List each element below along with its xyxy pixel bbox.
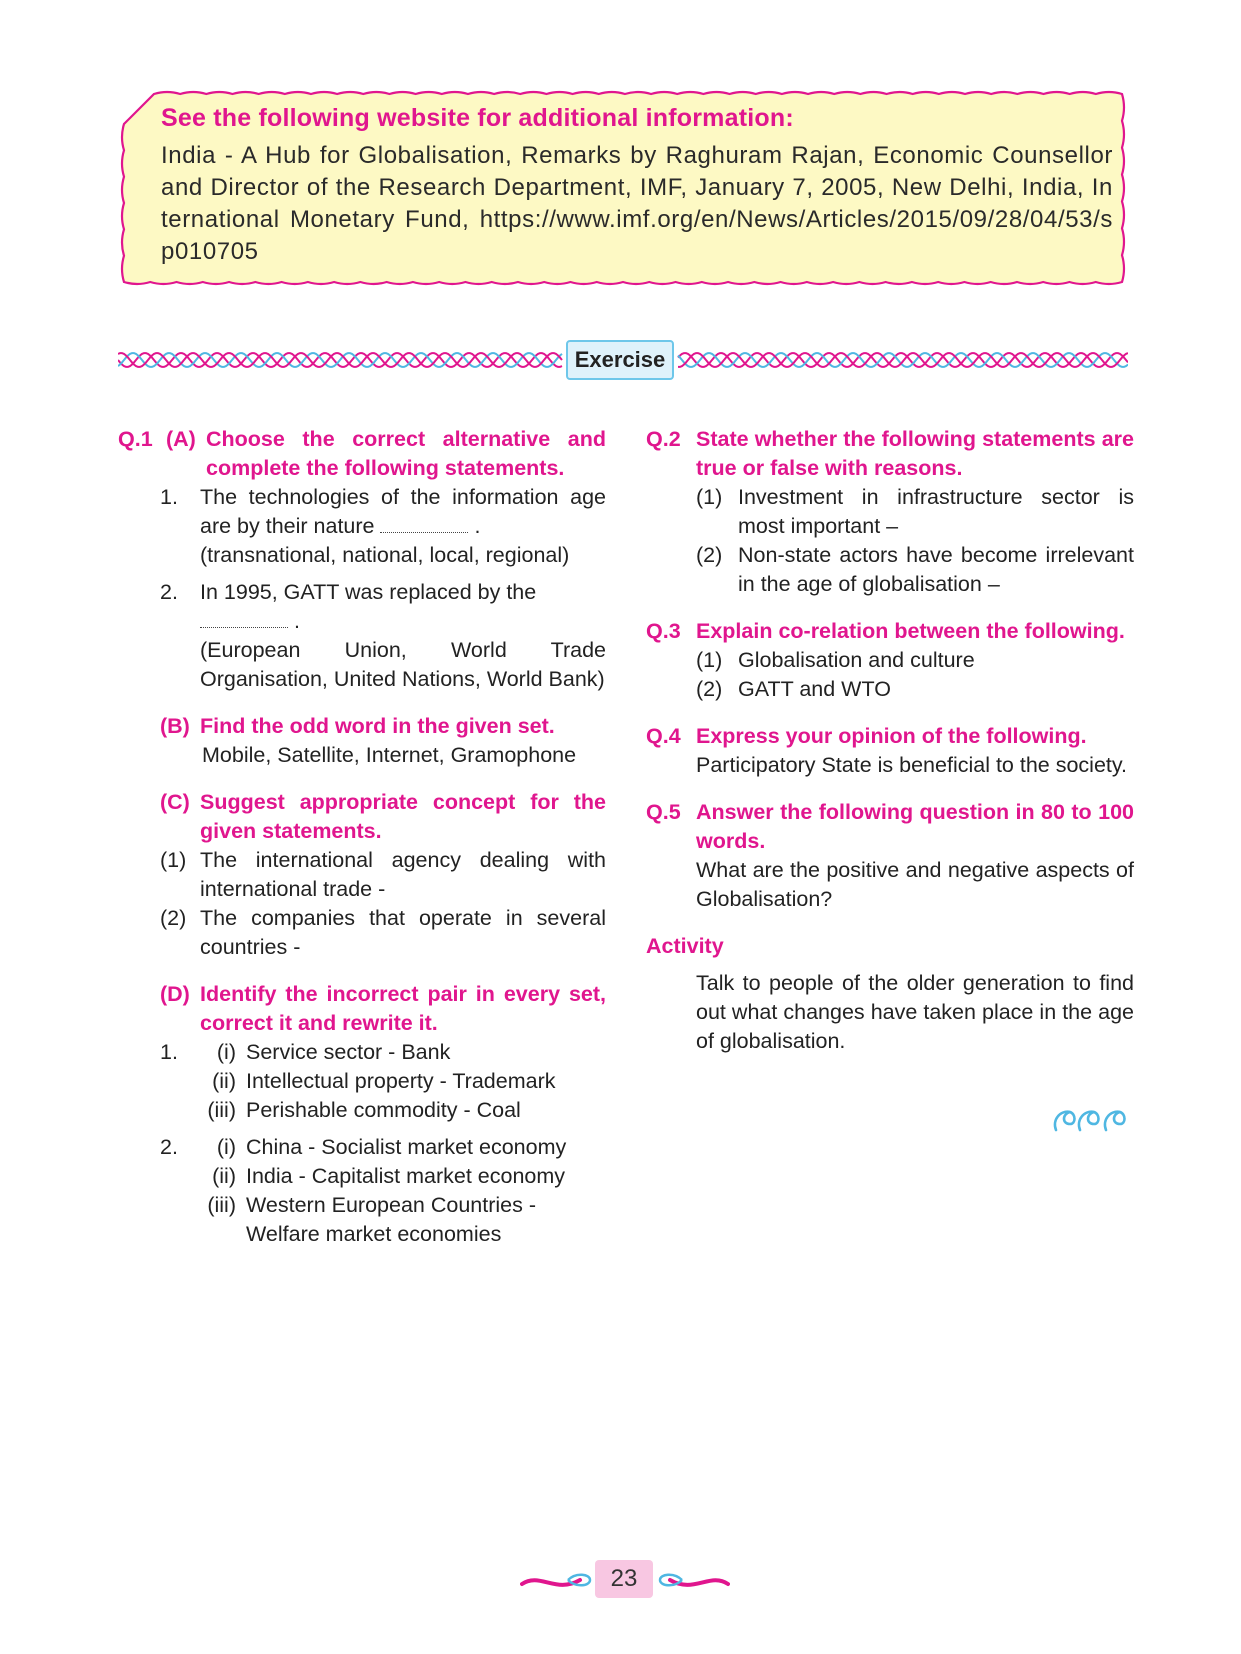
info-body: India - A Hub for Globalisation, Remarks by Raghuram Rajan, Economic Counsellor and Director of the Research Department, IMF, January 7, 2005, New Delhi, India, International Monetary Fund, https://www.imf.org/en/News/Articles/2015/09/28/04/53/sp010705 xyxy=(161,142,1113,265)
q1-number: Q.1 xyxy=(118,427,153,451)
q1-heading xyxy=(118,425,606,483)
q1c-heading: (C) Suggest appropriate concept for the given statements. xyxy=(118,788,606,846)
end-ornament-icon xyxy=(1050,1100,1134,1140)
page-number: 23 xyxy=(595,1560,653,1598)
activity-title: Activity xyxy=(646,934,724,958)
q1d-title: Identify the incorrect pair in every set, correct it and rewrite it. xyxy=(200,982,606,1035)
q1a-item1-text: The technologies of the information age are by their nature xyxy=(200,485,606,538)
list-item: (1) The international agency dealing with international trade - xyxy=(160,848,606,901)
info-heading: See the following website for additional information: xyxy=(161,104,794,132)
q1a-title: Choose the correct alternative and complete the following statements. xyxy=(206,427,606,480)
list-item: (1) Investment in infrastructure sector is most important – xyxy=(696,485,1134,538)
list-item: (iii) Western European Countries - Welfare market economies xyxy=(207,1193,536,1246)
answer-blank xyxy=(200,609,288,628)
q1c-items xyxy=(118,846,606,962)
q1d-sets xyxy=(118,1038,606,1249)
q2-heading: Q.2 State whether the following statements are true or false with reasons. xyxy=(646,425,1134,483)
q1d-set-1: 1. (i) Service sector - Bank (ii) Intellectual property - Trademark (iii) Perishable commodity - Coal xyxy=(160,1038,606,1125)
list-item: (2) Non-state actors have become irrelevant in the age of globalisation – xyxy=(696,543,1134,596)
q4-title: Express your opinion of the following. xyxy=(696,724,1087,748)
list-item: (2) The companies that operate in several countries - xyxy=(160,906,606,959)
q5-text: What are the positive and negative aspects of Globalisation? xyxy=(696,858,1134,911)
right-column xyxy=(646,425,1134,1056)
exercise-divider xyxy=(118,338,1128,384)
q1d-heading: (D) Identify the incorrect pair in every set, correct it and rewrite it. xyxy=(118,980,606,1038)
q3-heading: Q.3 Explain co-relation between the following. xyxy=(646,617,1134,646)
q1d-set-2: 2. (i) China - Socialist market economy (ii) India - Capitalist market economy (iii) Western European Countries - Welfare market economies xyxy=(160,1133,606,1249)
activity-text: Talk to people of the older generation to find out what changes have taken place in the age of globalisation. xyxy=(696,971,1134,1053)
list-item: (iii) Perishable commodity - Coal xyxy=(207,1098,521,1122)
list-item: (ii) Intellectual property - Trademark xyxy=(212,1069,556,1093)
q1b-text: Mobile, Satellite, Internet, Gramophone xyxy=(202,743,577,767)
q5-heading: Q.5 Answer the following question in 80 to 100 words. xyxy=(646,798,1134,856)
answer-blank xyxy=(380,514,468,533)
q1c-title: Suggest appropriate concept for the given statements. xyxy=(200,790,606,843)
q1a-items xyxy=(118,483,606,694)
q4-text: Participatory State is beneficial to the society. xyxy=(696,753,1128,777)
q3-items xyxy=(646,646,1134,704)
list-item: (i) Service sector - Bank xyxy=(216,1040,451,1064)
exercise-label: Exercise xyxy=(566,340,674,380)
q1a-item1-options: (transnational, national, local, regional) xyxy=(200,543,570,567)
q4-heading: Q.4 Express your opinion of the following. xyxy=(646,722,1134,751)
q1b-title: Find the odd word in the given set. xyxy=(200,714,555,738)
q2-title: State whether the following statements are true or false with reasons. xyxy=(696,427,1134,480)
q1a-item2-options: (European Union, World Trade Organisation, United Nations, World Bank) xyxy=(200,638,606,691)
q1a-label: (A) xyxy=(166,427,196,451)
page-footer xyxy=(520,1558,730,1604)
list-item: 1. The technologies of the information age are by their nature . (transnational, national, local, regional) xyxy=(160,483,606,570)
list-item: (1) Globalisation and culture xyxy=(696,648,975,672)
q5-title: Answer the following question in 80 to 100 words. xyxy=(696,800,1134,853)
list-item: 2. In 1995, GATT was replaced by the . (European Union, World Trade Organisation, United Nations, World Bank) xyxy=(160,578,606,694)
list-item: (2) GATT and WTO xyxy=(696,677,891,701)
left-column xyxy=(118,425,606,1249)
list-item: (i) China - Socialist market economy xyxy=(216,1135,567,1159)
q3-title: Explain co-relation between the following. xyxy=(696,619,1125,643)
info-box xyxy=(118,88,1128,288)
q2-items xyxy=(646,483,1134,599)
q1b-heading: (B) Find the odd word in the given set. xyxy=(118,712,606,741)
list-item: (ii) India - Capitalist market economy xyxy=(212,1164,566,1188)
q1a-item2-text: In 1995, GATT was replaced by the xyxy=(200,580,537,604)
